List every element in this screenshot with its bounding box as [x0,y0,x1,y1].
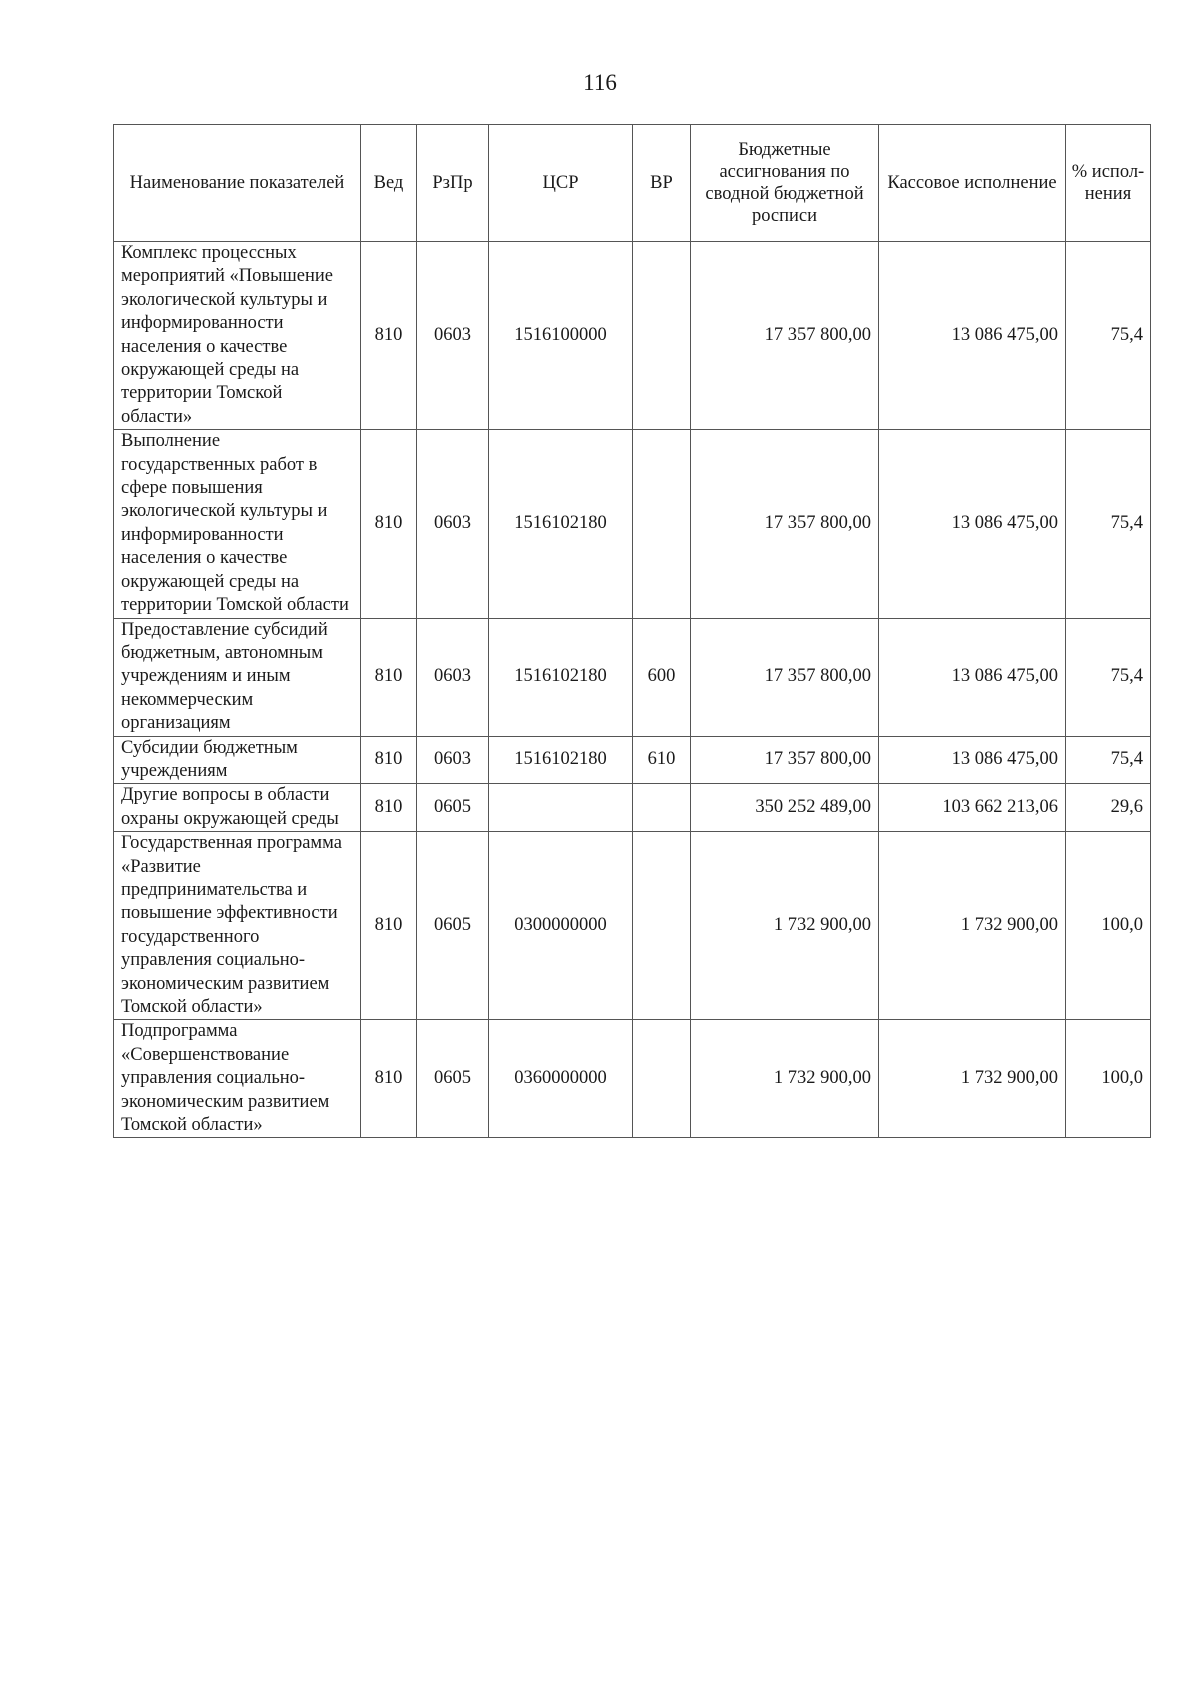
row-execution-percent: 75,4 [1066,736,1151,784]
row-ved: 810 [361,736,417,784]
row-vr [633,1020,691,1138]
table-row [114,430,1151,618]
row-vr: 610 [633,736,691,784]
header-cash-execution: Кассовое исполнение [879,125,1066,242]
row-rzpr: 0605 [417,1020,489,1138]
row-ved: 810 [361,1020,417,1138]
row-name: Комплекс процессных мероприятий «Повышение экологической культуры и информированности населения о качестве окружающей среды на территории Томской области» [114,242,361,430]
row-rzpr: 0605 [417,784,489,832]
row-csr: 1516102180 [489,736,633,784]
row-assignments: 350 252 489,00 [691,784,879,832]
row-rzpr: 0605 [417,832,489,1020]
row-ved: 810 [361,832,417,1020]
row-ved: 810 [361,784,417,832]
header-vr: ВР [633,125,691,242]
row-execution-percent: 75,4 [1066,242,1151,430]
row-assignments: 17 357 800,00 [691,242,879,430]
table-row [114,242,1151,430]
row-assignments: 17 357 800,00 [691,430,879,618]
row-ved: 810 [361,242,417,430]
row-assignments: 1 732 900,00 [691,832,879,1020]
row-execution-percent: 100,0 [1066,832,1151,1020]
row-vr [633,784,691,832]
table-header-row [114,125,1151,242]
row-vr [633,242,691,430]
row-ved: 810 [361,430,417,618]
table-row [114,618,1151,736]
row-ved: 810 [361,618,417,736]
budget-table [113,124,1151,1138]
row-csr [489,784,633,832]
row-vr: 600 [633,618,691,736]
row-execution-percent: 100,0 [1066,1020,1151,1138]
table-row [114,784,1151,832]
row-execution-percent: 75,4 [1066,430,1151,618]
row-name: Подпрограмма «Совершенствование управления социально-экономическим развитием Томской области» [114,1020,361,1138]
row-assignments: 1 732 900,00 [691,1020,879,1138]
row-cash-execution: 1 732 900,00 [879,1020,1066,1138]
row-name: Государственная программа «Развитие предпринимательства и повышение эффективности государственного управления социально-экономическим развитием Томской области» [114,832,361,1020]
row-name: Предоставление субсидий бюджетным, автономным учреждениям и иным некоммерческим организациям [114,618,361,736]
row-csr: 1516102180 [489,618,633,736]
row-cash-execution: 13 086 475,00 [879,618,1066,736]
row-rzpr: 0603 [417,618,489,736]
row-rzpr: 0603 [417,430,489,618]
header-csr: ЦСР [489,125,633,242]
row-cash-execution: 103 662 213,06 [879,784,1066,832]
row-execution-percent: 29,6 [1066,784,1151,832]
row-csr: 1516102180 [489,430,633,618]
row-csr: 0300000000 [489,832,633,1020]
row-vr [633,430,691,618]
header-rzpr: РзПр [417,125,489,242]
row-cash-execution: 13 086 475,00 [879,430,1066,618]
row-cash-execution: 13 086 475,00 [879,736,1066,784]
header-name: Наименование показателей [114,125,361,242]
header-ved: Вед [361,125,417,242]
row-name: Другие вопросы в области охраны окружающей среды [114,784,361,832]
row-rzpr: 0603 [417,736,489,784]
row-execution-percent: 75,4 [1066,618,1151,736]
header-execution-percent: % испол-нения [1066,125,1151,242]
table-row [114,832,1151,1020]
row-name: Субсидии бюджетным учреждениям [114,736,361,784]
table-row [114,1020,1151,1138]
row-csr: 1516100000 [489,242,633,430]
row-vr [633,832,691,1020]
row-assignments: 17 357 800,00 [691,618,879,736]
row-assignments: 17 357 800,00 [691,736,879,784]
row-cash-execution: 13 086 475,00 [879,242,1066,430]
header-assignments: Бюджетные ассигнования по сводной бюджетной росписи [691,125,879,242]
page-number: 116 [583,70,617,95]
row-name: Выполнение государственных работ в сфере повышения экологической культуры и информированности населения о качестве окружающей среды на территории Томской области [114,430,361,618]
row-rzpr: 0603 [417,242,489,430]
table-row [114,736,1151,784]
row-csr: 0360000000 [489,1020,633,1138]
row-cash-execution: 1 732 900,00 [879,832,1066,1020]
